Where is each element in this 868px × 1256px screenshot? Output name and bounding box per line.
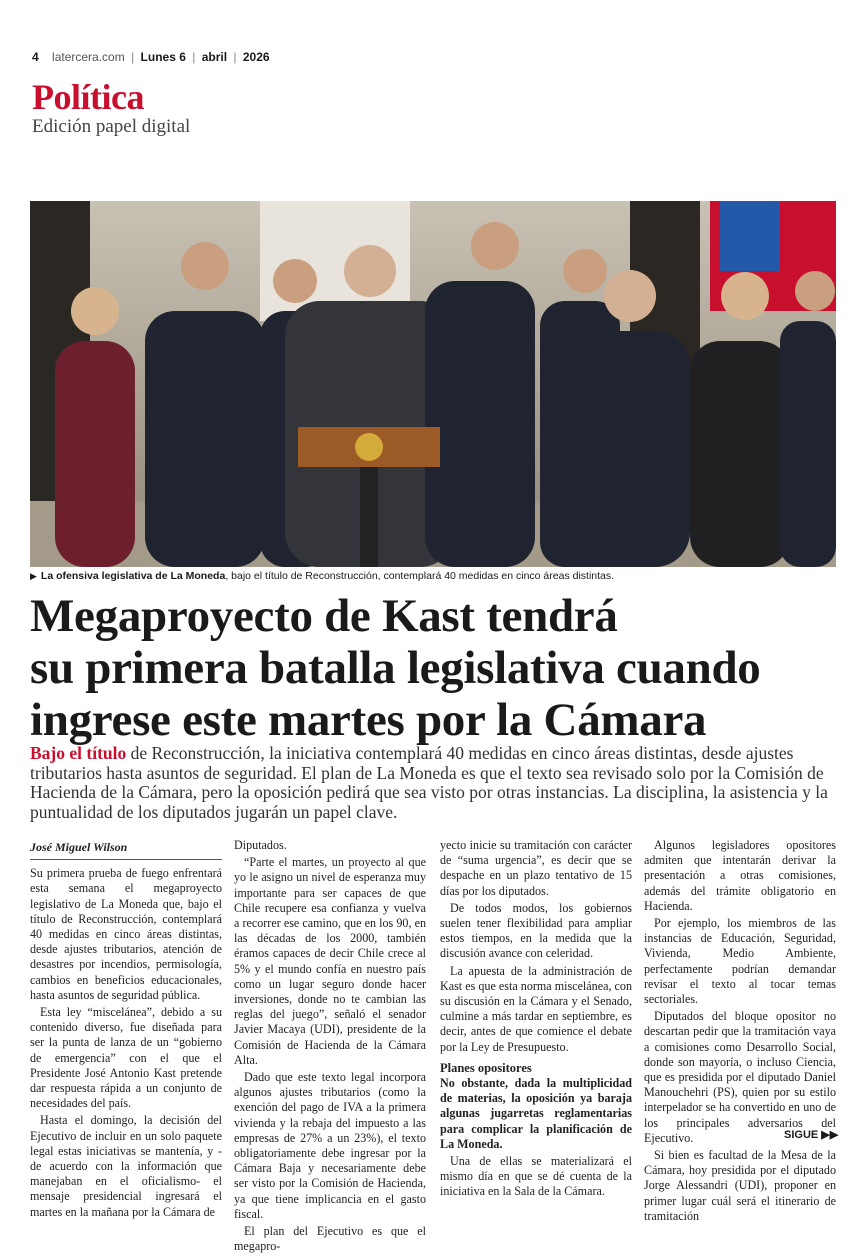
headline-line: Megaproyecto de Kast tendrá [30,590,618,642]
paragraph: La apuesta de la administración de Kast es que esta norma miscelánea, con su discusión en la Cámara y el Senado, culmine a más tardar en septiembre, es decir, antes de que comience el debate por la Ley de Presupuesto. [440,963,632,1054]
paragraph: Si bien es facultad de la Mesa de la Cámara, hoy presidida por el diputado Jorge Alessandri (UDI), proponer en primer lugar cuál será el itinerario de tramitación [644,1148,836,1223]
photo-caption [30,570,836,582]
paragraph: Una de ellas se materializará el mismo día en que se dé cuenta de la iniciativa en la Sala de la Cámara. [440,1154,632,1199]
paragraph: Diputados. [234,838,287,852]
paragraph: Por ejemplo, los miembros de las instancias de Educación, Seguridad, Vivienda, Medio Ambiente, perfectamente podrían demandar revisar el texto al tocar temas sectoriales. [644,916,836,1007]
edition-label: Edición papel digital [32,116,191,137]
paragraph: Diputados del bloque opositor no descartan pedir que la tramitación vaya a comisiones como Desarrollo Social, donde son mayoría, o incluso Ciencia, que es presidida por el diputado Daniel Manouchehri (PS), quien por su estilo interpelador se ha convertido en uno de los principales adversarios del Ejecutivo. [644,1009,836,1145]
paragraph: Hasta el domingo, la decisión del Ejecutivo de incluir en un solo paquete legal estas iniciativas se mantenía, y -de acuerdo con la información que manejaban en el oficialismo- el mensaje presidencial ingresará el martes en la mañana por la Cámara de [30,1113,222,1219]
column-4 [644,838,839,1226]
subheading: Planes opositores [440,1060,532,1075]
paragraph: El plan del Ejecutivo es que el megapro- [234,1224,426,1254]
caption-text: , bajo el título de Reconstrucción, contemplará 40 medidas en cinco áreas distintas. [225,570,615,582]
paragraph-bold: No obstante, dada la multiplicidad de materias, la oposición ya baraja algunas jugarretas reglamentarias para complicar la planificación de La Moneda. [440,1076,632,1151]
paragraph: Su primera prueba de fuego enfrentará esta semana el megaproyecto legislativo de La Moneda que, bajo el título de Reconstrucción, contemplará 40 medidas en cinco áreas distintas, desde ajustes tributarios, atención de desastres por incendios, permisología, cambios en beneficios educacionales, hasta asuntos de seguridad pública. [30,866,222,1002]
byline: José Miguel Wilson [30,840,222,860]
column-2 [234,838,426,1256]
continue-link[interactable]: SIGUE ▶▶ [784,1129,839,1141]
paragraph: “Parte el martes, un proyecto al que yo le asigno un nivel de esperanza muy importante para ser capaces de que Chile recupere esa confianza y vuelva a recorrer ese camino, que en los 90, en las décadas de los 2000, también éramos capaces de decir Chile crece al 5% y el mundo confía en nuestro país como un lugar seguro donde hacer inversiones, donde no te cambian las reglas del juego”, señaló el senador Javier Macaya (UDI), presidente de la Comisión de Hacienda de la Cámara Alta. [234,855,426,1067]
paragraph: yecto inicie su tramitación con carácter de “suma urgencia”, es decir que se despache en un plazo tentativo de 15 días por los diputados. [440,838,632,898]
paragraph: Dado que este texto legal incorpora algunos ajustes tributarios (como la exención del pago de IVA a la primera vivienda y la rebaja del impuesto a las empresas de 27% a un 23%), el texto obligatoriamente debe ingresar por la Cámara Baja y necesariamente debe ser visto por la Comisión de Hacienda, ya que tiene implicancia en el gasto fiscal. [234,1070,426,1221]
paragraph: Algunos legisladores opositores admiten que intentarán derivar la presentación a otras comisiones, además del trámite obligatorio en Hacienda. [644,838,836,913]
column-3 [440,838,632,1202]
site-name[interactable]: latercera.com [52,50,125,64]
press-conference-photo [30,201,836,567]
paragraph: De todos modos, los gobiernos suelen tener flexibilidad para ampliar estos tiempos, en la medida que la discusión avance con celeridad. [440,900,632,961]
lede [30,744,840,822]
headline-line: ingrese este martes por la Cámara [30,694,707,746]
article-photo [30,201,836,567]
caption-arrow-icon: ▶ [30,571,37,581]
caption-bold: La ofensiva legislativa de La Moneda [40,570,226,582]
paragraph: Esta ley “miscelánea”, debido a su contenido diverso, fue diseñada para ser la punta de lanza de un “gobierno de emergencia” con el que el Presidente José Antonio Kast pretende dar respuesta rápida a un conjunto de necesidades del país. [30,1005,222,1111]
section-title: Política [32,77,144,117]
lede-lead: Bajo el título [30,743,127,763]
page-header-line: 4 latercera.com | Lunes 6 | abril | 2026 [32,50,270,64]
date-day: Lunes 6 [140,50,186,64]
date-year: 2026 [242,50,270,64]
lede-text: de Reconstrucción, la iniciativa contemplará 40 medidas en cinco áreas distintas, desde ajustes tributarios hasta asuntos de seguridad. El plan de La Moneda es que el texto sea revisado solo por la Comisión de Hacienda de la Cámara, pero la oposición pedirá que sea visto por otras instancias. La disciplina, la asistencia y la puntualidad de los diputados jugarán un papel clave. [30,743,828,822]
headline-line: su primera batalla legislativa cuando [30,642,761,694]
page-number: 4 [32,50,39,64]
headline [30,590,840,746]
date-month: abril [201,50,228,64]
column-1 [30,838,222,1222]
